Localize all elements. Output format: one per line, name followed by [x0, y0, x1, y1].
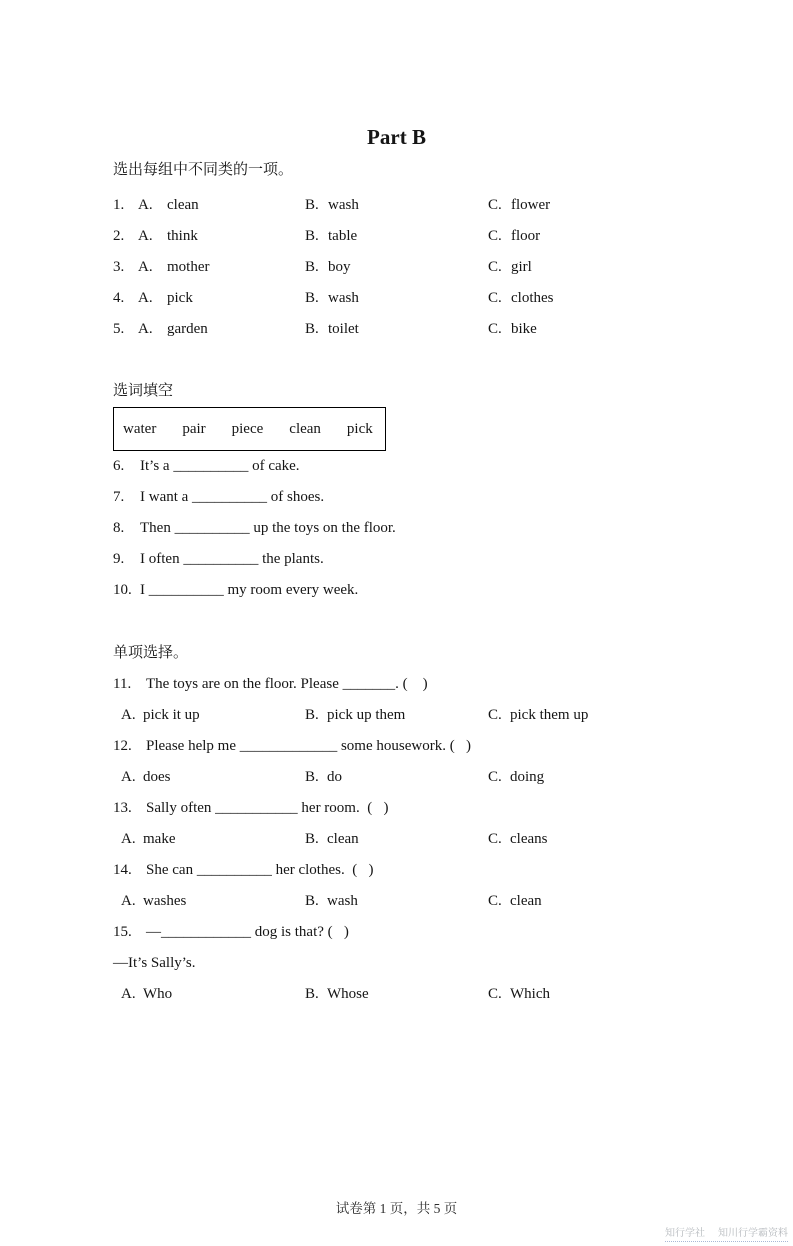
mc-question-14 [113, 855, 793, 886]
option-text: wash [328, 290, 359, 306]
mc-question-12 [113, 731, 793, 762]
page-title: Part B [367, 125, 426, 149]
mc-options-11 [113, 700, 793, 731]
fill-question-6 [113, 451, 793, 482]
fill-question-7 [113, 482, 793, 513]
question-number: 1. [113, 197, 125, 213]
option-text: wash [327, 893, 358, 909]
question-number: 4. [113, 290, 125, 306]
option-letter-b: B. [305, 831, 319, 847]
mc-question-13 [113, 793, 793, 824]
mc-options-13 [113, 824, 793, 855]
option-letter-c: C. [488, 769, 502, 785]
fill-question-8 [113, 513, 793, 544]
question-number: 6. [113, 458, 125, 474]
odd-one-out-row-3 [113, 252, 793, 283]
option-letter-a: A. [121, 769, 136, 785]
option-letter-c: C. [488, 321, 502, 337]
option-text: clean [327, 831, 359, 847]
question-text: She can __________ her clothes. ( ) [146, 862, 374, 878]
option-text: floor [511, 228, 541, 244]
option-text: think [167, 228, 198, 244]
word-bank-box [113, 407, 386, 451]
option-text: washes [143, 893, 187, 909]
option-letter-c: C. [488, 290, 502, 306]
option-text: pick [167, 290, 193, 306]
question-number: 14. [113, 862, 132, 878]
option-text: toilet [328, 321, 359, 337]
odd-one-out-row-5 [113, 314, 793, 345]
option-letter-b: B. [305, 707, 319, 723]
mc-question-15 [113, 917, 793, 948]
option-letter-a: A. [138, 321, 153, 337]
option-letter-c: C. [488, 197, 502, 213]
word-bank-word: piece [231, 420, 264, 437]
section1-instruction: 选出每组中不同类的一项。 [113, 162, 294, 178]
option-letter-a: A. [138, 259, 153, 275]
option-text: clothes [511, 290, 554, 306]
mc-question-15-reply [113, 948, 793, 979]
option-text: does [143, 769, 171, 785]
question-number: 13. [113, 800, 132, 816]
question-text: Sally often ___________ her room. ( ) [146, 800, 389, 816]
odd-one-out-row-1 [113, 190, 793, 221]
mc-options-15 [113, 979, 793, 1010]
reply-text: —It’s Sally’s. [113, 955, 196, 971]
mc-options-12 [113, 762, 793, 793]
question-number: 12. [113, 738, 132, 754]
option-text: pick it up [143, 707, 200, 723]
question-number: 11. [113, 676, 132, 692]
option-letter-a: A. [138, 290, 153, 306]
question-text: I want a __________ of shoes. [140, 489, 325, 505]
option-letter-c: C. [488, 707, 502, 723]
question-number: 5. [113, 321, 125, 337]
option-text: flower [511, 197, 551, 213]
option-text: table [328, 228, 358, 244]
question-text: I often __________ the plants. [140, 551, 324, 567]
section3-instruction: 单项选择。 [113, 645, 189, 661]
option-text: pick up them [327, 707, 406, 723]
word-bank-word: pair [182, 420, 206, 437]
option-letter-b: B. [305, 769, 319, 785]
section2-instruction: 选词填空 [113, 383, 174, 399]
option-text: Who [143, 986, 173, 1002]
question-number: 2. [113, 228, 125, 244]
option-letter-b: B. [305, 893, 319, 909]
option-text: doing [510, 769, 545, 785]
option-text: do [327, 769, 342, 785]
mc-question-11 [113, 669, 793, 700]
question-number: 8. [113, 520, 125, 536]
option-letter-c: C. [488, 831, 502, 847]
word-bank-word: water [123, 420, 157, 437]
option-text: Which [510, 986, 550, 1002]
question-text: I __________ my room every week. [140, 582, 359, 598]
watermark-text-1: 知行学社 [665, 1228, 705, 1239]
fill-question-9 [113, 544, 793, 575]
page-footer: 试卷第 1 页，共 5 页 [335, 1201, 458, 1216]
question-text: It’s a __________ of cake. [140, 458, 300, 474]
option-text: girl [511, 259, 532, 275]
option-text: mother [167, 259, 210, 275]
mc-options-14 [113, 886, 793, 917]
watermark-text-2: 知川行学霸资料 [718, 1228, 788, 1239]
option-letter-a: A. [138, 197, 153, 213]
option-text: cleans [510, 831, 548, 847]
question-text: Then __________ up the toys on the floor. [140, 520, 396, 536]
option-text: garden [167, 321, 208, 337]
option-text: clean [167, 197, 199, 213]
option-letter-a: A. [121, 893, 136, 909]
option-letter-c: C. [488, 986, 502, 1002]
option-letter-a: A. [121, 831, 136, 847]
question-number: 15. [113, 924, 132, 940]
watermark [665, 1224, 788, 1242]
option-letter-a: A. [138, 228, 153, 244]
question-text: The toys are on the floor. Please _______. ( ) [146, 676, 428, 692]
question-number: 3. [113, 259, 125, 275]
test-paper-page [0, 124, 793, 1239]
odd-one-out-row-4 [113, 283, 793, 314]
option-letter-c: C. [488, 259, 502, 275]
option-letter-b: B. [305, 259, 319, 275]
question-text: Please help me _____________ some housework. ( ) [146, 738, 471, 754]
option-text: boy [328, 259, 351, 275]
option-letter-c: C. [488, 893, 502, 909]
option-letter-b: B. [305, 986, 319, 1002]
option-text: Whose [327, 986, 369, 1002]
option-letter-b: B. [305, 228, 319, 244]
odd-one-out-row-2 [113, 221, 793, 252]
question-number: 9. [113, 551, 125, 567]
option-text: bike [511, 321, 537, 337]
option-letter-b: B. [305, 197, 319, 213]
option-text: clean [510, 893, 542, 909]
option-text: make [143, 831, 176, 847]
option-letter-b: B. [305, 290, 319, 306]
option-text: wash [328, 197, 359, 213]
option-letter-a: A. [121, 986, 136, 1002]
question-number: 7. [113, 489, 125, 505]
option-letter-b: B. [305, 321, 319, 337]
question-text: —____________ dog is that? ( ) [146, 924, 349, 940]
question-number: 10. [113, 582, 132, 598]
option-letter-a: A. [121, 707, 136, 723]
option-text: pick them up [510, 707, 589, 723]
option-letter-c: C. [488, 228, 502, 244]
word-bank-word: clean [289, 420, 321, 437]
word-bank-word: pick [346, 420, 373, 437]
fill-question-10 [113, 575, 793, 606]
